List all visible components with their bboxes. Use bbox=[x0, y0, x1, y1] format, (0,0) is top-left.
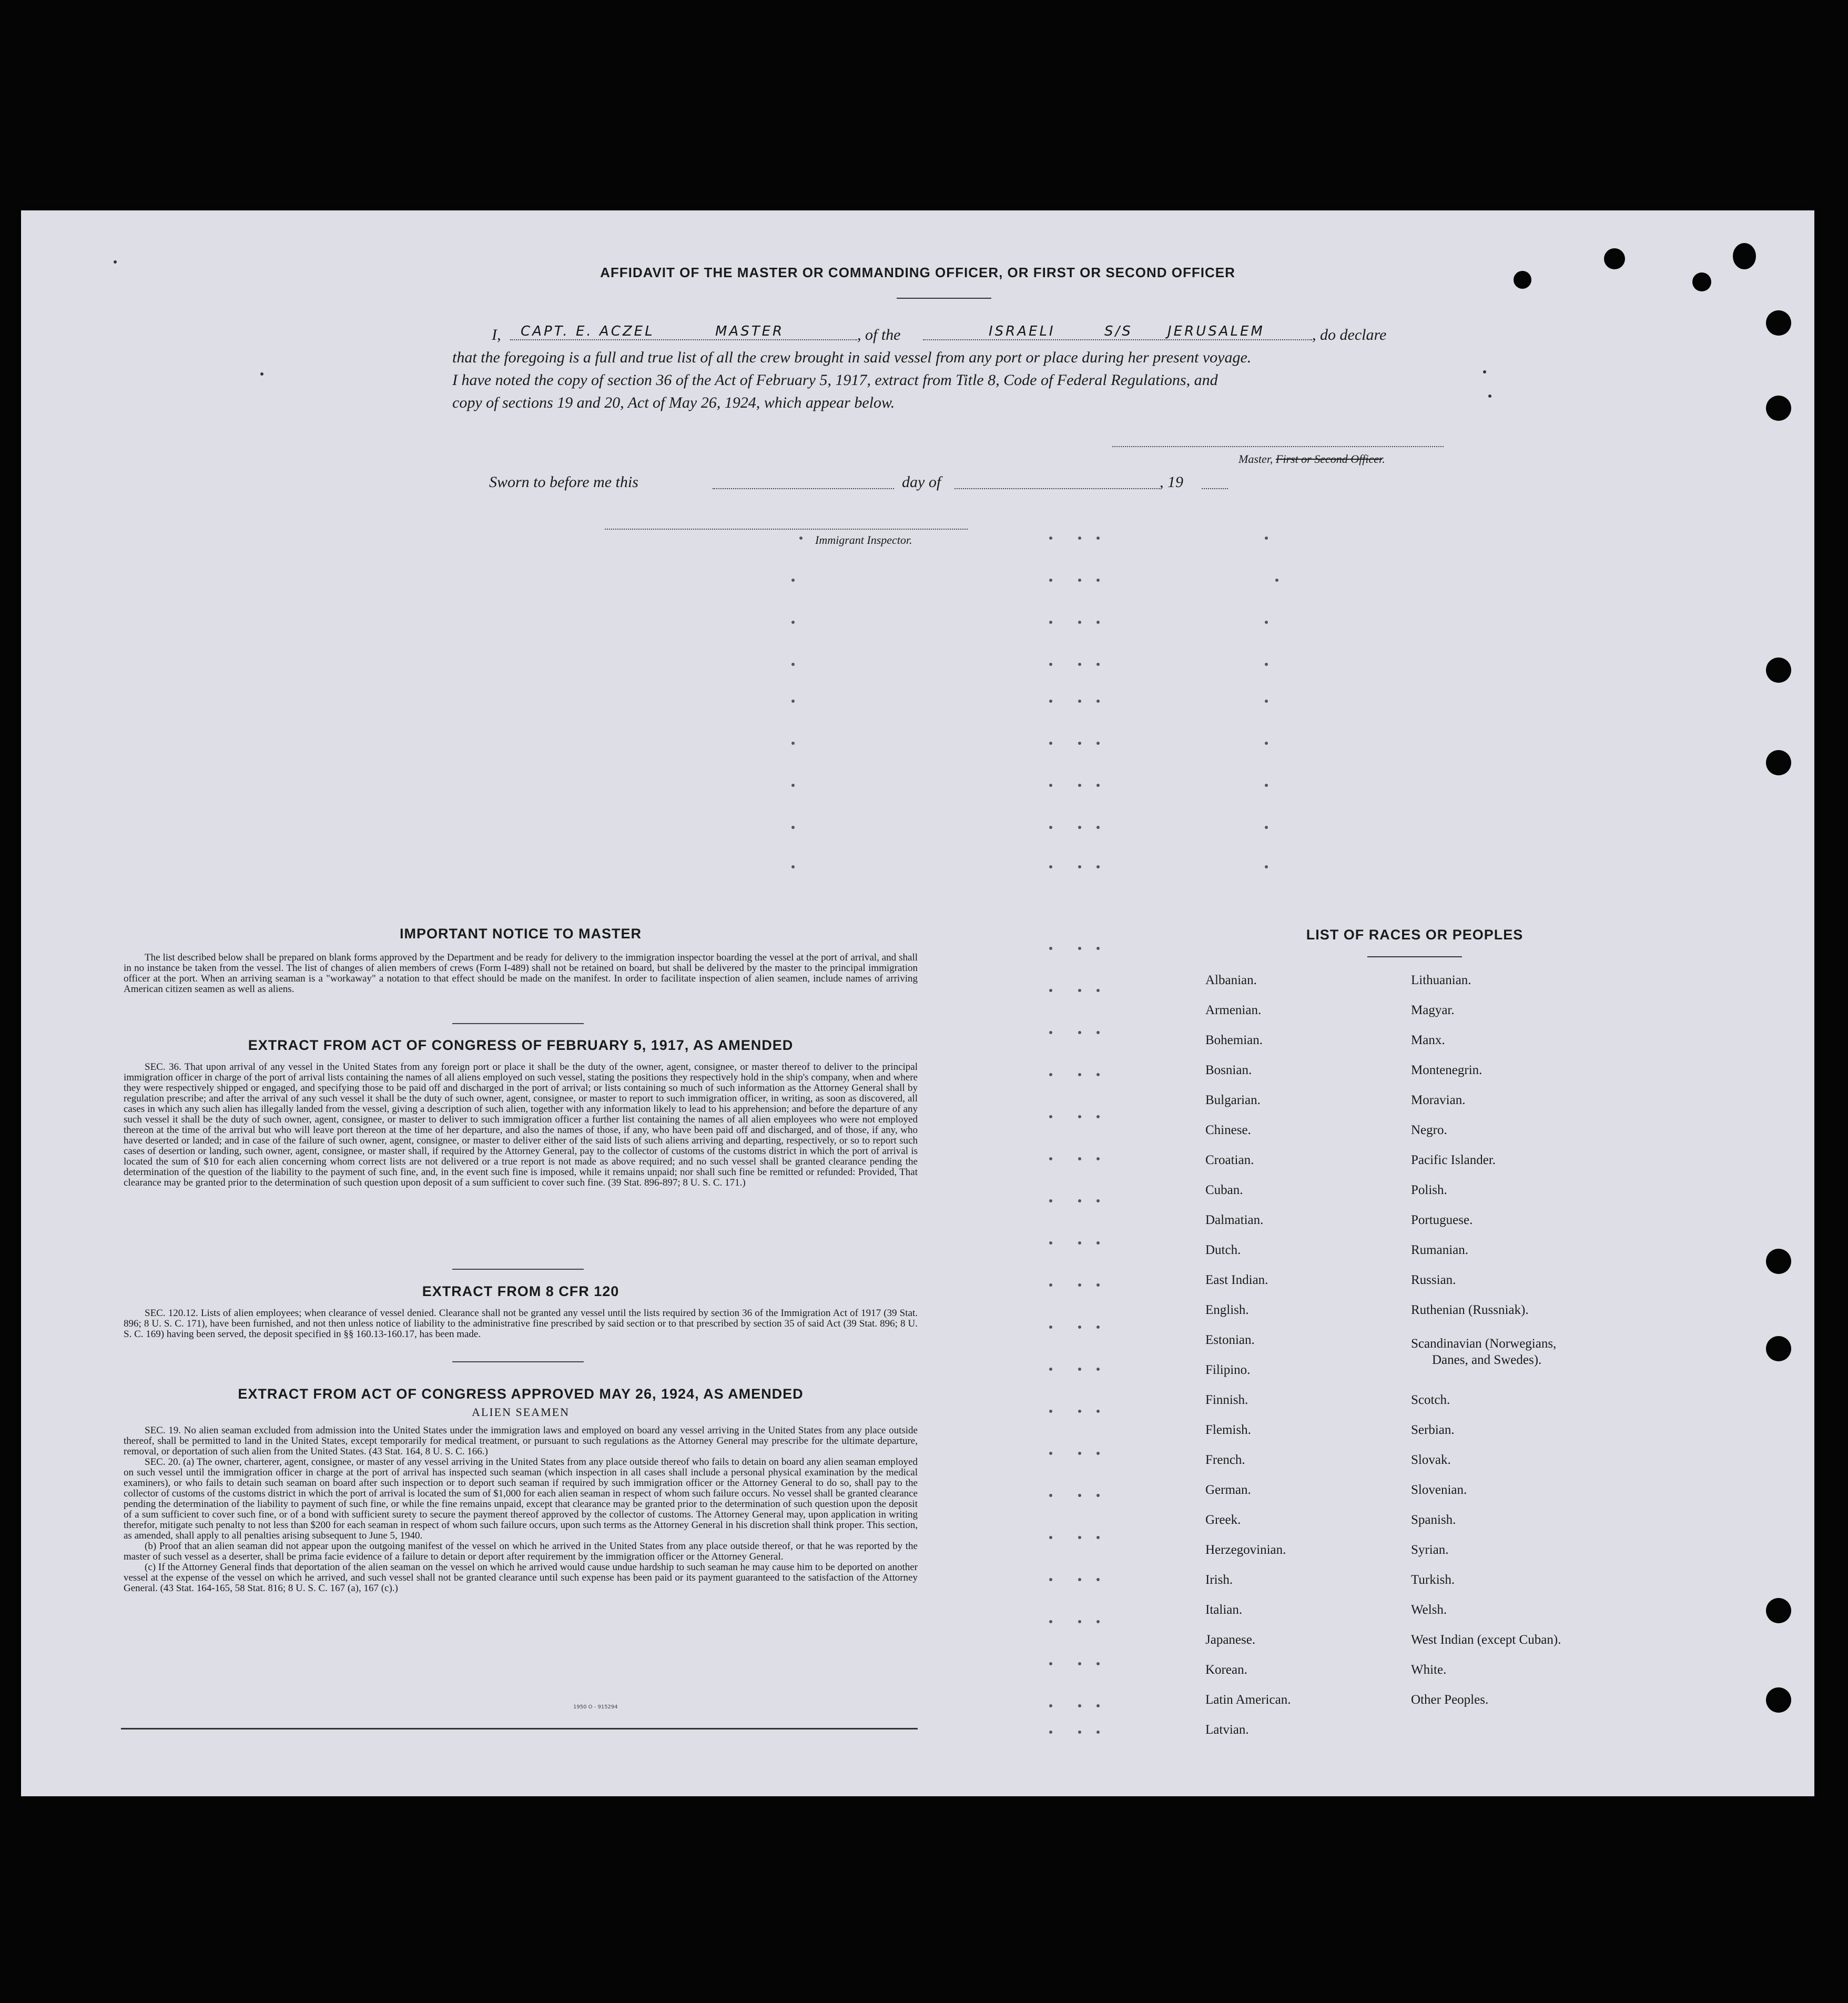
race-item: Negro. bbox=[1411, 1123, 1447, 1137]
race-item: Polish. bbox=[1411, 1183, 1447, 1197]
caption-end: . bbox=[1382, 452, 1385, 466]
speck bbox=[1483, 370, 1486, 373]
punch-hole bbox=[1766, 1249, 1791, 1274]
declaration-line-3: I have noted the copy of section 36 of the Act of February 5, 1917, extract from Title 8, Code of Federal Regulations, and bbox=[452, 371, 1218, 389]
vessel-name-value: JERUSALEM bbox=[1167, 323, 1265, 339]
race-item: Turkish. bbox=[1411, 1573, 1455, 1587]
important-notice bbox=[124, 926, 918, 995]
punch-hole bbox=[1766, 1687, 1791, 1713]
extract-1924-subtitle: ALIEN SEAMEN bbox=[472, 1405, 570, 1419]
sworn-year-field[interactable] bbox=[1202, 488, 1228, 489]
declaration-prefix: I, bbox=[492, 326, 501, 343]
race-item: Bulgarian. bbox=[1205, 1093, 1261, 1107]
race-item: Japanese. bbox=[1205, 1633, 1256, 1647]
race-item: Estonian. bbox=[1205, 1333, 1255, 1347]
notice-paragraph: The list described below shall be prepared on blank forms approved by the Department and be ready for delivery to the immigration inspector boarding the vessel at the port of arrival, and shall in no instance be taken from the vessel. The list of changes of alien members of crews (Form I-489) shall not be retained on board, but shall be delivered by the master to the principal immigration officer at the port. When an arriving seaman is a "workaway" a notation to that effect should be made on the manifest. In order to facilitate inspection of alien seamen, include names of arriving American citizen seamen as well as aliens. bbox=[124, 952, 918, 995]
race-item: Montenegrin. bbox=[1411, 1063, 1483, 1077]
punch-hole bbox=[1766, 396, 1791, 421]
notice-title: IMPORTANT NOTICE TO MASTER bbox=[400, 926, 642, 942]
race-item: Moravian. bbox=[1411, 1093, 1466, 1107]
races-title: LIST OF RACES OR PEOPLES bbox=[1306, 927, 1524, 943]
rank-value: MASTER bbox=[715, 323, 785, 339]
race-item: Filipino. bbox=[1205, 1363, 1251, 1377]
caption-struck-officer: First or Second Officer bbox=[1275, 452, 1383, 466]
vessel-type-value: S/S bbox=[1104, 323, 1133, 339]
race-item: Bosnian. bbox=[1205, 1063, 1252, 1077]
speck bbox=[1488, 394, 1491, 398]
section-divider bbox=[452, 1361, 584, 1362]
inspector-signature-field[interactable] bbox=[605, 529, 968, 530]
extract-1924-paragraph: (c) If the Attorney General finds that deportation of the alien seaman on the vessel on which he arrived would cause undue hardship to such seaman he may cause him to be deported on another vessel at the expense of the vessel on which he arrived, and such vessel shall not be granted clearance until such expense has been paid or its payment guaranteed to the satisfaction of the Attorney General. (43 Stat. 164-165, 58 Stat. 816; 8 U. S. C. 167 (a), 167 (c).) bbox=[124, 1562, 918, 1594]
race-item: Armenian. bbox=[1205, 1003, 1262, 1017]
sworn-month-field[interactable] bbox=[955, 488, 1160, 489]
race-item: West Indian (except Cuban). bbox=[1411, 1633, 1561, 1647]
extract-cfr bbox=[124, 1283, 918, 1340]
races-title-underline bbox=[1367, 956, 1462, 957]
extract-cfr-paragraph: SEC. 120.12. Lists of alien employees; when clearance of vessel denied. Clearance shall not be granted any vessel until the lists required by section 36 of the Immigration Act of 1917 (39 Stat. 896; 8 U. S. C. 171), have been furnished, and not then unless notice of liability to the administrative fine prescribed by said section or to that prescribed by section 35 of said Act (39 Stat. 896; 8 U. S. C. 169) having been served, the deposit specified in §§ 160.13-160.17, has been made. bbox=[124, 1308, 918, 1340]
title-underline bbox=[897, 298, 991, 299]
affidavit-title: AFFIDAVIT OF THE MASTER OR COMMANDING OFFICER, OR FIRST OR SECOND OFFICER bbox=[600, 265, 1235, 280]
extract-1924-paragraph: SEC. 20. (a) The owner, charterer, agent, consignee, or master of any vessel arriving in the United States from any place outside thereof who fails to detain on board any alien seaman employed on such vessel until the immigration officer in charge at the port of arrival has inspected such seaman (which inspection in all cases shall include a personal physical examination by the medical examiners), or who fails to detain such seaman on board after such inspection or to deport such seaman if required by such immigration officer or the Attorney General to do so, shall pay to the collector of customs of the customs district in which the port of arrival is located the sum of $1,000 for each alien seaman in respect of whom such failure occurs. No vessel shall be granted clearance pending the determination of the liability to payment of such fine, or while the fine remains unpaid, except that clearance may be granted prior to the determination of such question upon the deposit of a sum sufficient to cover such fine, or of a bond with sufficient surety to secure the payment thereof approved by the collector of customs. The Attorney General may, upon application in writing therefor, mitigate such penalty to not less than $200 for each seaman in respect of whom such failure occurs, upon such terms as the Attorney General in his discretion shall think proper. This section, as amended, shall apply to all penalties arising subsequent to June 5, 1940. bbox=[124, 1456, 918, 1541]
race-item: Scotch. bbox=[1411, 1393, 1450, 1407]
declaration-line-4: copy of sections 19 and 20, Act of May 26, 1924, which appear below. bbox=[452, 394, 895, 411]
race-item: Croatian. bbox=[1205, 1153, 1254, 1167]
race-item: Slovenian. bbox=[1411, 1483, 1467, 1497]
sworn-prefix: Sworn to before me this bbox=[489, 473, 638, 491]
declaration-line-1 bbox=[452, 323, 1473, 346]
race-item: White. bbox=[1411, 1663, 1447, 1677]
extract-1917-title: EXTRACT FROM ACT OF CONGRESS OF FEBRUARY 5, 1917, AS AMENDED bbox=[248, 1037, 794, 1053]
race-item: Chinese. bbox=[1205, 1123, 1251, 1137]
race-item: French. bbox=[1205, 1453, 1245, 1467]
extract-1917-body bbox=[124, 1062, 918, 1188]
race-item: Spanish. bbox=[1411, 1513, 1456, 1527]
race-item: Dalmatian. bbox=[1205, 1213, 1264, 1227]
race-item: Portuguese. bbox=[1411, 1213, 1473, 1227]
race-item: Dutch. bbox=[1205, 1243, 1241, 1257]
sworn-day-of: day of bbox=[902, 473, 941, 491]
section-divider bbox=[452, 1023, 584, 1024]
race-item: Irish. bbox=[1205, 1573, 1233, 1587]
declaration-line-2: that the foregoing is a full and true list of all the crew brought in said vessel from any port or place during her present voyage. bbox=[452, 349, 1252, 366]
race-item: Ruthenian (Russniak). bbox=[1411, 1303, 1529, 1317]
race-item: Finnish. bbox=[1205, 1393, 1248, 1407]
punch-hole bbox=[1766, 657, 1791, 683]
extract-1917 bbox=[124, 1037, 918, 1188]
race-item: Magyar. bbox=[1411, 1003, 1455, 1017]
race-item: Korean. bbox=[1205, 1663, 1247, 1677]
race-item: Slovak. bbox=[1411, 1453, 1451, 1467]
sworn-year: , 19 bbox=[1160, 473, 1183, 491]
form-sheet bbox=[21, 210, 1814, 1796]
race-item: Serbian. bbox=[1411, 1423, 1455, 1437]
race-item: Albanian. bbox=[1205, 973, 1257, 987]
extract-1924-paragraph: SEC. 19. No alien seaman excluded from admission into the United States under the immigration laws and employed on board any vessel arriving in the United States from any place outside thereof, shall be permitted to land in the United States, except temporarily for medical treatment, or pursuant to such regulations as the Attorney General may prescribe for the ultimate departure, removal, or deportation of such alien from the United States. (43 Stat. 164, 8 U. S. C. 166.) bbox=[124, 1425, 918, 1457]
section-divider bbox=[452, 1269, 584, 1270]
race-item: Manx. bbox=[1411, 1033, 1445, 1047]
punch-hole bbox=[1766, 310, 1791, 336]
signature-caption bbox=[1238, 452, 1385, 466]
extract-1924-body bbox=[124, 1425, 918, 1594]
sworn-day-field[interactable] bbox=[713, 488, 894, 489]
race-item: Scandinavian (Norwegians, bbox=[1411, 1337, 1557, 1351]
bottom-rule bbox=[121, 1728, 918, 1729]
extract-cfr-title: EXTRACT FROM 8 CFR 120 bbox=[422, 1283, 620, 1299]
master-signature-field[interactable] bbox=[1112, 446, 1444, 447]
extract-1917-paragraph: SEC. 36. That upon arrival of any vessel in the United States from any foreign port or place it shall be the duty of the owner, agent, consignee, or master thereof to deliver to the principal immigration officer in charge of the port of arrival lists containing the names of all aliens employed on such vessel, stating the positions they respectively hold in the ship's company, when and where they were respectively shipped or engaged, and specifying those to be paid off and discharged in the port of arrival; or lists containing so much of such information as the Attorney General shall by regulation prescribe; and after the arrival of any such vessel it shall be the duty of such owner, agent, consignee, or master to report to such immigration officer, in writing, as soon as discovered, all cases in which any such alien has illegally landed from the vessel, giving a description of such alien, together with any information likely to lead to his apprehension; and before the departure of any such vessel it shall be the duty of such owner, agent, consignee, or master to deliver to such immigration officer a further list containing the names of all alien employees who were not employed thereon at the time of the arrival but who will leave port thereon at the time of her departure, and also the names of those, if any, who have been paid off and discharged, and of those, if any, who have deserted or landed; and in case of the failure of such owner, agent, consignee, or master to deliver either of the said lists of such aliens arriving and departing, respectively, or so to report such cases of desertion or landing, such owner, agent, consignee, or master shall, if required by the Attorney General, pay to the collector of customs of the customs district in which the port of arrival is located the sum of $10 for each alien concerning whom correct lists are not delivered or a true report is not made as above required; and no such vessel shall be granted clearance pending the determination of the question of the liability to the payment of such fine, and, in the event such fine is imposed, while it remains unpaid; nor shall such fine be remitted or refunded: Provided, That clearance may be granted prior to the determination of such question upon deposit of a sum sufficient to cover such fine. (39 Stat. 896-897; 8 U. S. C. 171.) bbox=[124, 1061, 918, 1188]
race-item: Danes, and Swedes). bbox=[1432, 1353, 1542, 1367]
race-item: Greek. bbox=[1205, 1513, 1241, 1527]
extract-cfr-body bbox=[124, 1308, 918, 1340]
race-item: East Indian. bbox=[1205, 1273, 1268, 1287]
caption-master: Master, bbox=[1238, 452, 1273, 466]
punch-hole bbox=[1766, 750, 1791, 775]
declaration-suffix: , do declare bbox=[1312, 326, 1387, 343]
race-item: Other Peoples. bbox=[1411, 1693, 1489, 1707]
sworn-line bbox=[489, 473, 1278, 500]
race-item: Lithuanian. bbox=[1411, 973, 1471, 987]
race-item: Welsh. bbox=[1411, 1603, 1447, 1617]
nationality-value: ISRAELI bbox=[989, 323, 1055, 339]
extract-1924-title: EXTRACT FROM ACT OF CONGRESS APPROVED MAY 26, 1924, AS AMENDED bbox=[238, 1386, 804, 1402]
race-item: Russian. bbox=[1411, 1273, 1456, 1287]
race-item: Latvian. bbox=[1205, 1723, 1249, 1737]
punch-hole bbox=[1766, 1598, 1791, 1623]
race-item: Syrian. bbox=[1411, 1543, 1449, 1557]
race-item: Bohemian. bbox=[1205, 1033, 1263, 1047]
extract-1924-paragraph: (b) Proof that an alien seaman did not appear upon the outgoing manifest of the vessel on which he arrived in the United States from any place outside thereof, or that he was reported by the master of such vessel as a deserter, shall be prima facie evidence of a failure to detain or deport after requirement by the immigration officer or the Attorney General. bbox=[124, 1541, 918, 1562]
speck bbox=[114, 260, 117, 264]
declaration-of-the: , of the bbox=[857, 326, 901, 343]
print-code: 1950 O - 915294 bbox=[573, 1704, 618, 1710]
race-item: Italian. bbox=[1205, 1603, 1243, 1617]
race-item: Cuban. bbox=[1205, 1183, 1243, 1197]
punch-hole bbox=[1766, 1336, 1791, 1361]
race-item: Pacific Islander. bbox=[1411, 1153, 1496, 1167]
notice-body bbox=[124, 953, 918, 995]
race-item: English. bbox=[1205, 1303, 1249, 1317]
race-item: Herzegovinian. bbox=[1205, 1543, 1286, 1557]
inspector-caption: Immigrant Inspector. bbox=[815, 533, 912, 547]
declaration bbox=[452, 323, 1473, 414]
extract-1924 bbox=[124, 1386, 918, 1594]
name-value: CAPT. E. ACZEL bbox=[521, 323, 655, 339]
race-item: German. bbox=[1205, 1483, 1251, 1497]
race-item: Flemish. bbox=[1205, 1423, 1251, 1437]
race-item: Latin American. bbox=[1205, 1693, 1291, 1707]
race-item: Rumanian. bbox=[1411, 1243, 1469, 1257]
speck bbox=[260, 372, 263, 376]
